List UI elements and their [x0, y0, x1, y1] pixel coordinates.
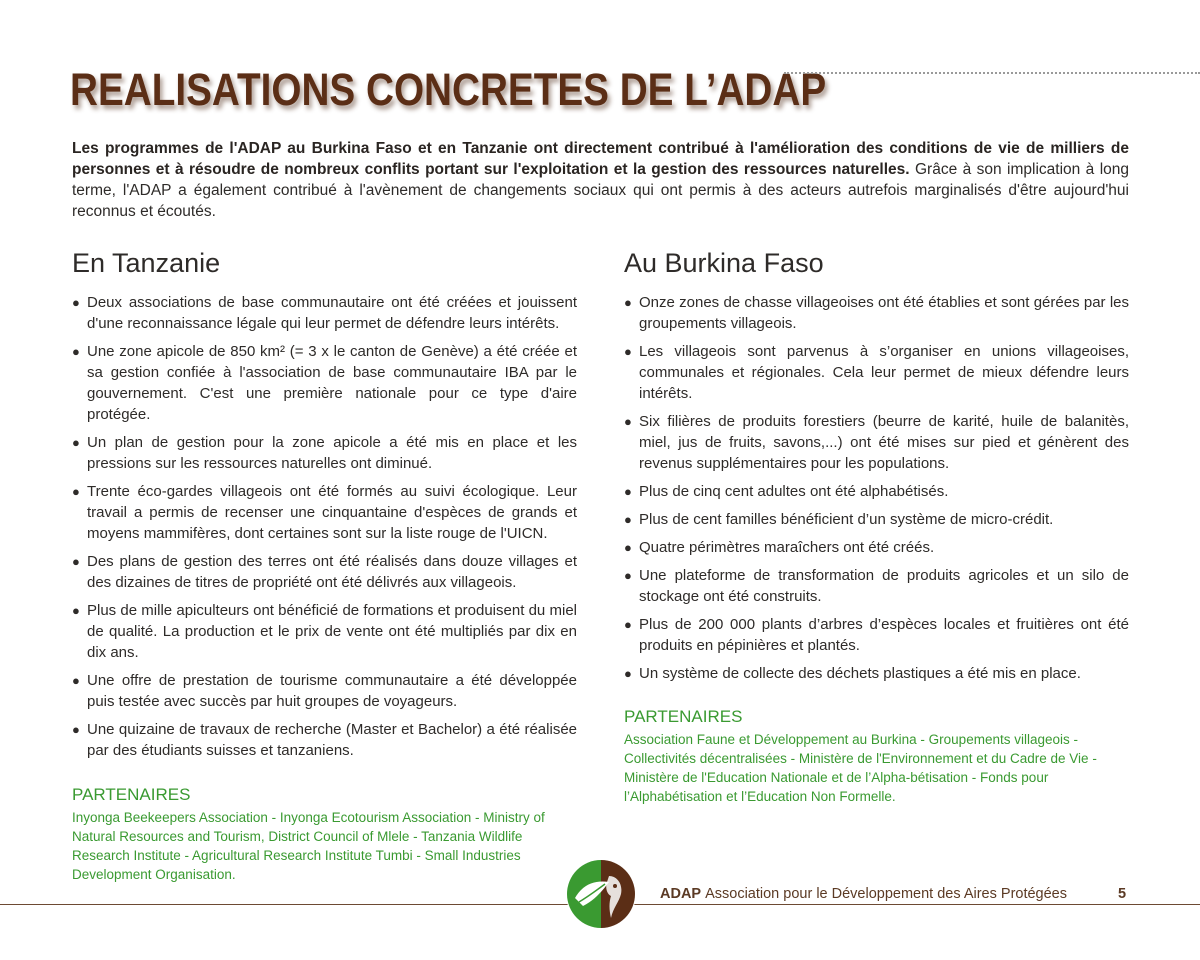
footer-org-short: ADAP: [660, 886, 702, 902]
burkina-list: [624, 292, 1129, 684]
list-item: ● Un système de collecte des déchets plastiques a été mis en place.: [624, 665, 1081, 682]
intro-bold-text: Les programmes de l'ADAP au Burkina Faso et en Tanzanie ont directement contribué à l'amélioration des conditions de vie de milliers de personnes et à résoudre de nombreux conflits portant sur l'exploitation et la gestion des ressources naturelles.: [72, 140, 1129, 178]
burkina-partners-text: Association Faune et Développement au Burkina - Groupements villageois - Collectivités décentralisées - Ministère de l'Environnement et du Cadre de Vie - Ministère de l'Education Nationale et de l’Alpha-bétisation - Fonds pour l’Alphabétisation et l’Education Non Formelle.: [624, 732, 1097, 804]
tanzania-partners-text: Inyonga Beekeepers Association - Inyonga Ecotourism Association - Ministry of Natural Resources and Tourism, District Council of Mlele - Tanzania Wildlife Research Institute - Agricultural Research Institute Tumbi - Small Industries Development Organisation.: [72, 810, 545, 882]
footer-org-full: Association pour le Développement des Aires Protégées: [705, 886, 1067, 902]
list-item: ● Les villageois sont parvenus à s’organiser en unions villageoises, communales et régionales. Cela leur permet de mieux défendre leurs intérêts.: [624, 343, 1129, 402]
bullet-icon: ●: [624, 568, 632, 583]
bullet-icon: ●: [624, 484, 632, 499]
tanzania-partners-title: PARTENAIRES: [72, 785, 191, 804]
list-item: ● Des plans de gestion des terres ont été réalisés dans douze villages et des dizaines de titres de propriété ont été délivrés aux villageois.: [72, 553, 577, 591]
page-number: 5: [1118, 886, 1127, 902]
list-item: ● Plus de 200 000 plants d’arbres d’espèces locales et fruitières ont été produits en pépinières et plantés.: [624, 616, 1129, 654]
bullet-icon: ●: [72, 435, 80, 450]
bullet-icon: ●: [624, 295, 632, 310]
list-item: ● Plus de cinq cent adultes ont été alphabétisés.: [624, 483, 949, 500]
bullet-icon: ●: [72, 673, 80, 688]
bullet-icon: ●: [72, 603, 80, 618]
bullet-icon: ●: [72, 554, 80, 569]
bullet-icon: ●: [624, 512, 632, 527]
page-title: REALISATIONS CONCRETES DE L’ADAP: [70, 64, 827, 115]
bullet-icon: ●: [624, 540, 632, 555]
elephant-leaf-logo-icon: [565, 858, 637, 930]
burkina-heading: Au Burkina Faso: [624, 248, 824, 278]
footer-org: [660, 884, 1067, 904]
bullet-icon: ●: [72, 722, 80, 737]
list-item: ● Plus de mille apiculteurs ont bénéficié de formations et produisent du miel de qualité. La production et le prix de vente ont été multipliés par dix en dix ans.: [72, 602, 577, 661]
title-dotted-rule: [784, 72, 1200, 74]
burkina-partners-title: PARTENAIRES: [624, 707, 743, 726]
bullet-icon: ●: [72, 484, 80, 499]
list-item: ● Une quizaine de travaux de recherche (Master et Bachelor) a été réalisée par des étudiants suisses et tanzaniens.: [72, 721, 577, 759]
bullet-icon: ●: [624, 344, 632, 359]
bullet-icon: ●: [624, 414, 632, 429]
tanzania-heading: En Tanzanie: [72, 248, 221, 278]
burkina-column: [624, 246, 1129, 806]
bullet-icon: ●: [624, 666, 632, 681]
bullet-icon: ●: [624, 617, 632, 632]
tanzania-list: [72, 292, 577, 761]
bullet-icon: ●: [72, 295, 80, 310]
list-item: ● Trente éco-gardes villageois ont été formés au suivi écologique. Leur travail a permis de recenser une cinquantaine d'espèces de grands et moyens mammifères, dont certaines sont sur la liste rouge de l'UICN.: [72, 483, 577, 542]
list-item: ● Plus de cent familles bénéficient d’un système de micro-crédit.: [624, 511, 1054, 528]
intro-paragraph: [72, 138, 1129, 222]
list-item: ● Quatre périmètres maraîchers ont été créés.: [624, 539, 935, 556]
list-item: ● Une offre de prestation de tourisme communautaire a été développée puis testée avec succès par huit groupes de voyageurs.: [72, 672, 577, 710]
list-item: ● Un plan de gestion pour la zone apicole a été mis en place et les pressions sur les ressources naturelles ont diminué.: [72, 434, 577, 472]
list-item: ● Une plateforme de transformation de produits agricoles et un silo de stockage ont été construits.: [624, 567, 1129, 605]
list-item: ● Deux associations de base communautaire ont été créées et jouissent d'une reconnaissance légale qui leur permet de défendre leurs intérêts.: [72, 294, 577, 332]
tanzania-column: [72, 246, 577, 884]
bullet-icon: ●: [72, 344, 80, 359]
list-item: ● Onze zones de chasse villageoises ont été établies et sont gérées par les groupements villageois.: [624, 294, 1129, 332]
list-item: ● Une zone apicole de 850 km² (= 3 x le canton de Genève) a été créée et sa gestion confiée à l'association de base communautaire IBA par le gouvernement. C'est une première nationale pour ce type d'aire protégée.: [72, 343, 577, 423]
list-item: ● Six filières de produits forestiers (beurre de karité, huile de balanitès, miel, jus de fruits, savons,...) ont été mises sur pied et génèrent des revenus supplémentaires pour les populations.: [624, 413, 1129, 472]
intro-normal-text: Grâce à son implication à long terme, l'ADAP a également contribué à l'avènement de changements sociaux qui ont permis à des acteurs autrefois marginalisés d'être aujourd'hui reconnus et écoutés.: [72, 161, 1129, 220]
